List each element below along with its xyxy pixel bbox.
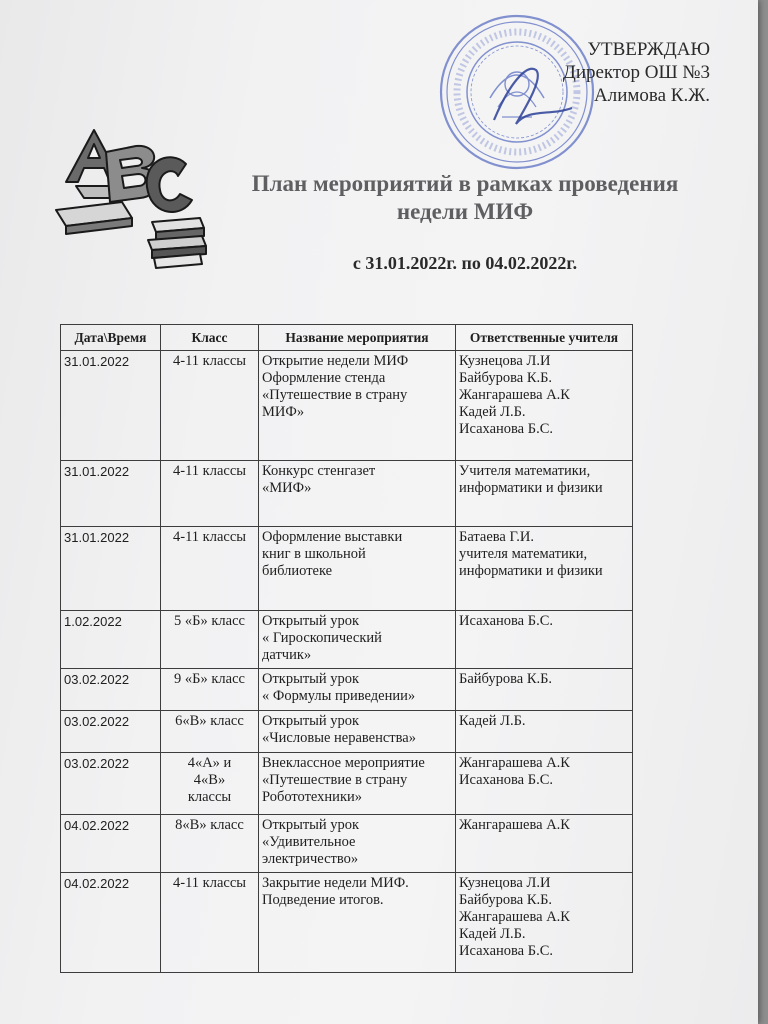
teachers-cell-line: Кадей Л.Б. (459, 926, 526, 942)
approval-name: Алимова К.Ж. (594, 85, 710, 106)
class-cell (161, 351, 259, 461)
class-cell (161, 461, 259, 527)
event-cell-line: « Формулы приведении» (262, 688, 416, 704)
event-cell-line: Открытый урок (262, 671, 360, 687)
teachers-cell (456, 527, 633, 611)
event-cell-line: Открытый урок (262, 713, 360, 729)
table-row (61, 527, 633, 611)
event-cell-line: « Гироскопический (262, 630, 382, 646)
table-header-row (61, 325, 633, 351)
date-cell: 1.02.2022 (61, 611, 161, 669)
event-cell-line: датчик» (262, 647, 312, 663)
approval-position: Директор ОШ №3 (562, 62, 710, 83)
date-range: с 31.01.2022г. по 04.02.2022г. (352, 253, 578, 273)
teachers-cell-line: Исаханова Б.С. (459, 421, 553, 437)
table-row (61, 669, 633, 711)
date-cell: 03.02.2022 (61, 711, 161, 753)
event-cell-line: «Числовые неравенства» (262, 730, 416, 746)
teachers-cell (456, 873, 633, 973)
class-cell (161, 669, 259, 711)
table-row (61, 611, 633, 669)
event-cell-line: Оформление выставки (262, 529, 403, 545)
class-cell-line: 4-11 классы (173, 529, 246, 545)
title-line-2: недели МИФ (396, 199, 534, 224)
teachers-cell (456, 461, 633, 527)
abc-books-clipart (36, 122, 216, 272)
class-cell-line: 6«В» класс (175, 713, 244, 729)
event-cell (259, 711, 456, 753)
teachers-cell-line: Кадей Л.Б. (459, 713, 526, 729)
class-cell (161, 527, 259, 611)
event-cell-line: Внеклассное мероприятие (262, 755, 425, 771)
class-cell (161, 711, 259, 753)
event-cell (259, 669, 456, 711)
date-cell: 03.02.2022 (61, 669, 161, 711)
teachers-cell-line: информатики и физики (459, 563, 603, 579)
header-date: Дата\Время (61, 325, 161, 351)
date-cell: 04.02.2022 (61, 873, 161, 973)
event-cell-line: «МИФ» (262, 480, 312, 496)
teachers-cell-line: учителя математики, (459, 546, 588, 562)
event-cell-line: «Путешествие в страну (262, 772, 408, 788)
teachers-cell (456, 815, 633, 873)
class-cell-line: 4-11 классы (173, 463, 246, 479)
table-row (61, 711, 633, 753)
table-row (61, 461, 633, 527)
event-cell-line: Оформление стенда (262, 370, 386, 386)
class-cell (161, 815, 259, 873)
event-cell-line: Робототехники» (262, 789, 362, 805)
event-cell (259, 351, 456, 461)
event-cell-line: Закрытие недели МИФ. (262, 875, 409, 891)
events-table (60, 324, 633, 973)
teachers-cell-line: Кузнецова Л.И (459, 353, 551, 369)
table-row (61, 753, 633, 815)
class-cell-line: 8«В» класс (175, 817, 244, 833)
class-cell (161, 753, 259, 815)
event-cell-line: «Путешествие в страну (262, 387, 408, 403)
event-cell-line: электричество» (262, 851, 359, 867)
teachers-cell-line: Исаханова Б.С. (459, 943, 553, 959)
class-cell-line: 4-11 классы (173, 353, 246, 369)
header-event: Название мероприятия (259, 325, 456, 351)
event-cell-line: Открытый урок (262, 613, 360, 629)
class-cell-line: 4-11 классы (173, 875, 246, 891)
teachers-cell (456, 611, 633, 669)
teachers-cell-line: Жангарашева А.К (459, 817, 570, 833)
event-cell-line: «Удивительное (262, 834, 356, 850)
table-row (61, 873, 633, 973)
teachers-cell-line: Байбурова К.Б. (459, 370, 553, 386)
event-cell (259, 815, 456, 873)
header-class: Класс (161, 325, 259, 351)
date-cell: 03.02.2022 (61, 753, 161, 815)
table-body (61, 351, 633, 973)
event-cell (259, 527, 456, 611)
date-cell: 31.01.2022 (61, 351, 161, 461)
teachers-cell-line: Байбурова К.Б. (459, 892, 553, 908)
teachers-cell-line: Жангарашева А.К (459, 387, 570, 403)
teachers-cell-line: Батаева Г.И. (459, 529, 534, 545)
teachers-cell-line: Кузнецова Л.И (459, 875, 551, 891)
event-cell (259, 611, 456, 669)
event-cell (259, 461, 456, 527)
teachers-cell-line: Жангарашева А.К (459, 909, 570, 925)
title-line-1: План мероприятий в рамках проведения (251, 171, 679, 196)
event-cell-line: библиотеке (262, 563, 333, 579)
event-cell-line: Открытый урок (262, 817, 360, 833)
class-cell (161, 873, 259, 973)
teachers-cell (456, 711, 633, 753)
header-teachers: Ответственные учителя (456, 325, 633, 351)
teachers-cell-line: Жангарашева А.К (459, 755, 570, 771)
approval-heading: УТВЕРЖДАЮ (587, 39, 710, 60)
class-cell-line: классы (187, 789, 232, 805)
event-cell (259, 873, 456, 973)
class-cell-line: 4«А» и (187, 755, 232, 771)
class-cell-line: 9 «Б» класс (174, 671, 245, 687)
table-row (61, 351, 633, 461)
table-row (61, 815, 633, 873)
teachers-cell-line: Байбурова К.Б. (459, 671, 553, 687)
teachers-cell (456, 351, 633, 461)
teachers-cell-line: информатики и физики (459, 480, 603, 496)
teachers-cell-line: Исаханова Б.С. (459, 613, 553, 629)
teachers-cell (456, 753, 633, 815)
class-cell-line: 4«В» (193, 772, 226, 788)
date-cell: 04.02.2022 (61, 815, 161, 873)
class-cell-line: 5 «Б» класс (174, 613, 245, 629)
teachers-cell (456, 669, 633, 711)
teachers-cell-line: Учителя математики, (459, 463, 591, 479)
event-cell-line: Подведение итогов. (262, 892, 384, 908)
event-cell-line: Открытие недели МИФ (262, 353, 409, 369)
approval-block (563, 38, 710, 107)
teachers-cell-line: Исаханова Б.С. (459, 772, 553, 788)
date-cell: 31.01.2022 (61, 527, 161, 611)
page-title (200, 170, 730, 226)
event-cell-line: книг в школьной (262, 546, 366, 562)
event-cell-line: Конкурс стенгазет (262, 463, 376, 479)
event-cell (259, 753, 456, 815)
teachers-cell-line: Кадей Л.Б. (459, 404, 526, 420)
date-cell: 31.01.2022 (61, 461, 161, 527)
class-cell (161, 611, 259, 669)
event-cell-line: МИФ» (262, 404, 305, 420)
